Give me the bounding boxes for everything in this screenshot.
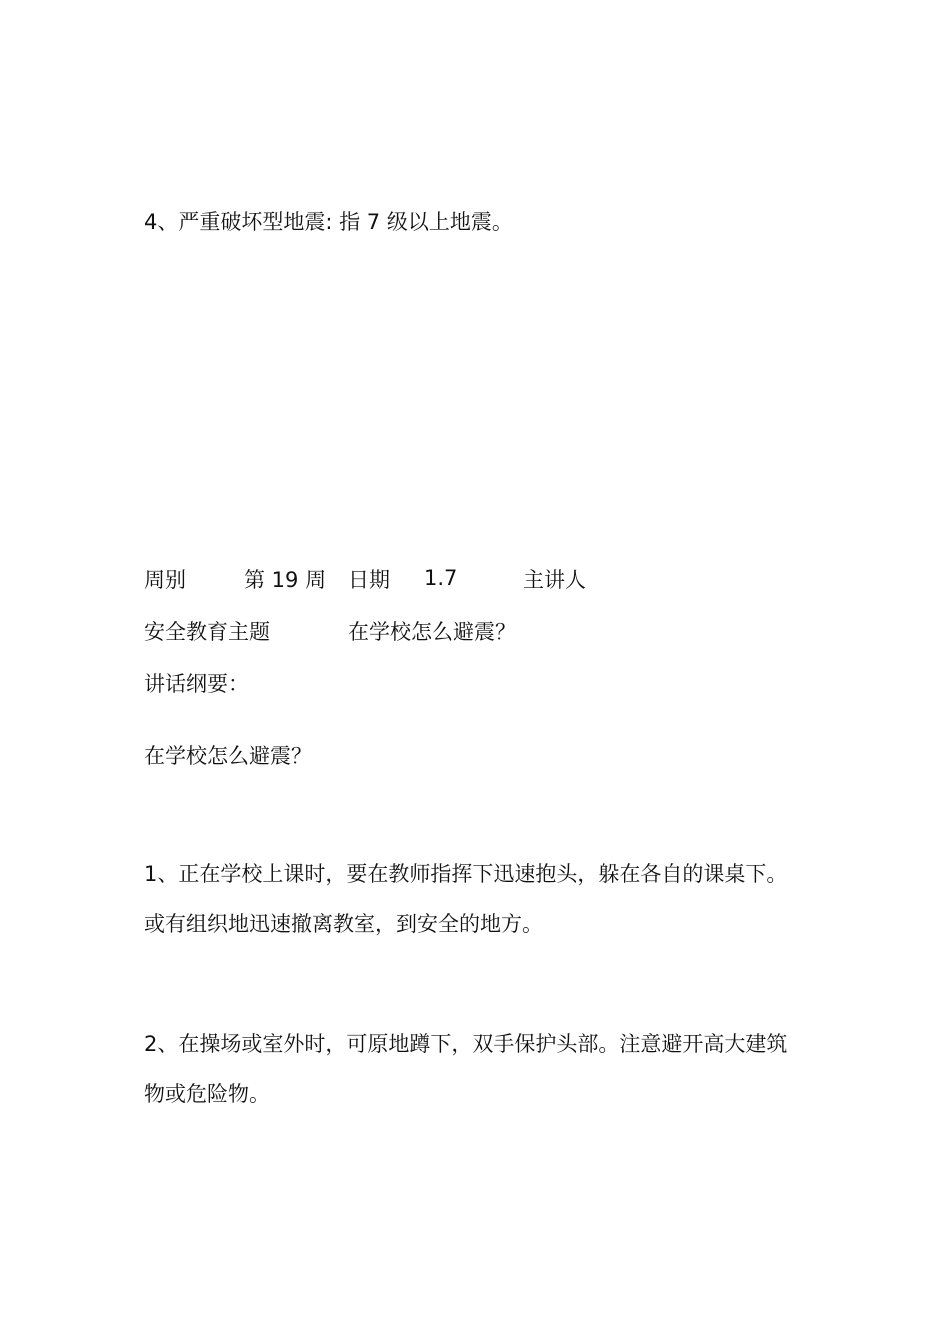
theme-label: 安全教育主题 <box>144 620 270 644</box>
earthquake-level-4-text: 4、严重破坏型地震: 指 7 级以上地震。 <box>144 210 513 234</box>
section-title: 在学校怎么避震？ <box>144 744 312 768</box>
paragraph-classroom: 1、正在学校上课时，要在教师指挥下迅速抱头，躲在各自的课桌下。或有组织地迅速撤离教室，到安全的地方。 <box>144 862 788 936</box>
week-label: 周别 <box>144 568 186 592</box>
outline-label: 讲话纲要： <box>144 672 249 696</box>
date-value: 1.7 <box>424 566 458 590</box>
paragraph-outdoor: 2、在操场或室外时，可原地蹲下，双手保护头部。注意避开高大建筑物或危险物。 <box>144 1032 788 1106</box>
week-value: 第 19 周 <box>244 568 327 592</box>
speaker-label: 主讲人 <box>523 568 586 592</box>
date-label: 日期 <box>348 568 390 592</box>
theme-value: 在学校怎么避震？ <box>348 620 516 644</box>
